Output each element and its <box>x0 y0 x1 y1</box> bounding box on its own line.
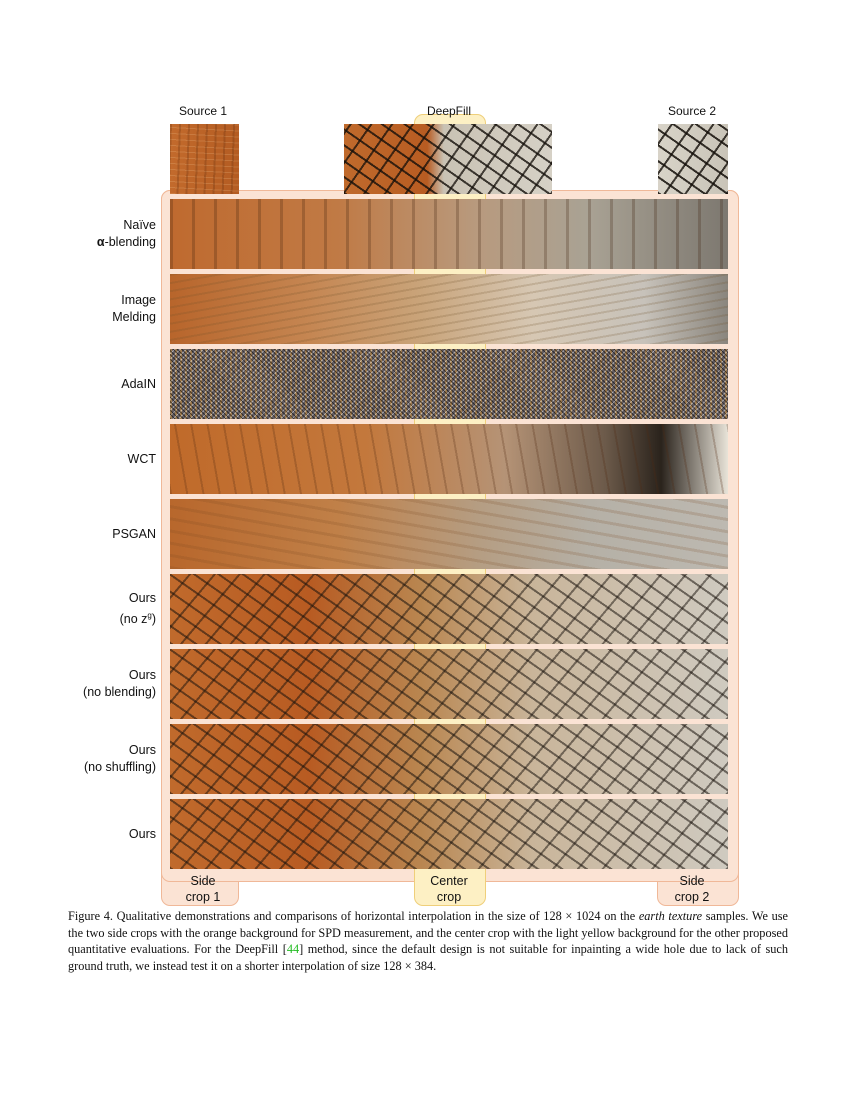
source-2-image <box>658 124 728 194</box>
source-1-image <box>170 124 239 194</box>
row-label-image-melding: Image Melding <box>112 293 156 324</box>
figure-caption: Figure 4. Qualitative demonstrations and comparisons of horizontal interpolation in the size of 128 × 1024 on the earth texture samples. We use the two side crops with the orange background for SPD measurement, and the center crop with the light yellow background for the other proposed quantitative evaluations. For the DeepFill [44] method, since the default design is not suitable for inpainting a wide hole due to lack of such ground truth, we instead test it on a shorter interpolation of size 128 × 384. <box>68 909 789 973</box>
ours-result <box>170 799 728 869</box>
image-melding-result <box>170 274 728 344</box>
row-label-ours: Ours <box>128 826 156 841</box>
deepfill-image <box>344 124 552 194</box>
wct-result <box>170 424 728 494</box>
header-deepfill: DeepFill <box>426 104 471 118</box>
ours-no-blending-result <box>170 649 728 719</box>
ours-no-shuffling-result <box>170 724 728 794</box>
header-source-1: Source 1 <box>178 104 228 118</box>
footer-side-crop-2: Side crop 2 <box>674 874 710 904</box>
row-label-ours-no-blending: Ours (no blending) <box>83 668 156 699</box>
row-label-psgan: PSGAN <box>112 526 156 541</box>
footer-side-crop-1: Side crop 1 <box>185 874 221 904</box>
psgan-result <box>170 499 728 569</box>
row-label-ours-no-shuffling: Ours (no shuffling) <box>83 743 156 774</box>
ours-no-zg-result <box>170 574 728 644</box>
adain-result <box>170 349 728 419</box>
footer-center-crop: Center crop <box>430 874 468 904</box>
naive-alpha-blending-result <box>170 199 728 269</box>
header-source-2: Source 2 <box>667 104 717 118</box>
row-label-naive-blending: Naïve α-blending <box>96 218 156 249</box>
row-label-wct: WCT <box>127 451 156 466</box>
row-label-adain: AdaIN <box>121 376 156 391</box>
row-label-ours-no-zg: Ours (no $z^g$) <box>119 590 156 627</box>
citation-link[interactable]: 44 <box>286 942 300 957</box>
